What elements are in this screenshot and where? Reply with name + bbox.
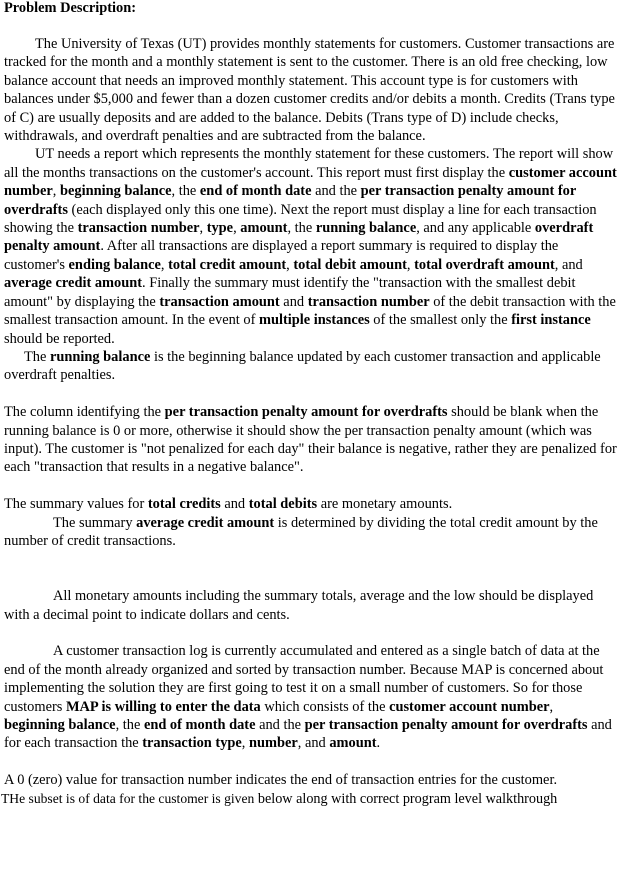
paragraph-summary-values: The summary values for total credits and total debits are monetary amounts. (4, 496, 453, 513)
paragraph-report-requirements: UT needs a report which represents the monthly statement for these customers. The report will show all the months transactions on the customer's account. This report must first display the customer account number, beginning balance, the end of month date and the per transaction penalty amount for overdrafts (each displayed only this one time). Next the report must display a line for each transaction showing the transaction number, type, amount, the running balance, and any applicable overdraft penalty amount. After all transactions are displayed a report summary is required to display the customer's ending balance, total credit amount, total debit amount, total overdraft amount, and average credit amount. Finally the summary must identify the "transaction with the smallest debit amount" by displaying the transaction amount and transaction number of the debit transaction with the smallest transaction amount. In the event of multiple instances of the smallest only the first instance should be reported. (4, 146, 617, 347)
paragraph-overview: The University of Texas (UT) provides monthly statements for customers. Customer transactions are tracked for the month and a monthly statement is sent to the customer. There is an old free checking, low balance account that needs an improved monthly statement. This account type is for customers with balances under $5,000 and fewer than a dozen customer credits and/or debits a month. Credits (Trans type of C) are usually deposits and are added to the balance. Debits (Trans type of D) include checks, withdrawals, and overdraft penalties and are subtracted from the balance. (4, 36, 615, 145)
paragraph-running-balance: The running balance is the beginning balance updated by each customer transaction and applicable overdraft penalties. (4, 348, 601, 384)
paragraph-penalty-column: The column identifying the per transaction penalty amount for overdrafts should be blank when the running balance is 0 or more, otherwise it should show the per transaction penalty amount (which was input). The customer is "not penalized for each day" their balance is negative, rather they are penalized for each "transaction that results in a negative balance". (4, 404, 617, 476)
document-body (1, 0, 617, 808)
paragraph-average-credit: The summary average credit amount is determined by dividing the total credit amount by the number of credit transactions. (4, 514, 598, 549)
paragraph-monetary-format: All monetary amounts including the summary totals, average and the low should be displayed with a decimal point to indicate dollars and cents. (4, 588, 594, 623)
page-title: Problem Description: (4, 0, 137, 16)
paragraph-footer: THe subset is of data for the customer is given below along with correct program level walkthrough (1, 790, 558, 807)
paragraph-data-entry: A customer transaction log is currently accumulated and entered as a single batch of data at the end of the month already organized and sorted by transaction number. Because MAP is concerned about implementing the solution they are first going to test it on a small number of customers. So for those customers MAP is willing to enter the data which consists of the customer account number, beginning balance, the end of month date and the per transaction penalty amount for overdrafts and for each transaction the transaction type, number, and amount. (4, 643, 612, 752)
paragraph-end-marker: A 0 (zero) value for transaction number indicates the end of transaction entries for the customer. (4, 772, 558, 789)
